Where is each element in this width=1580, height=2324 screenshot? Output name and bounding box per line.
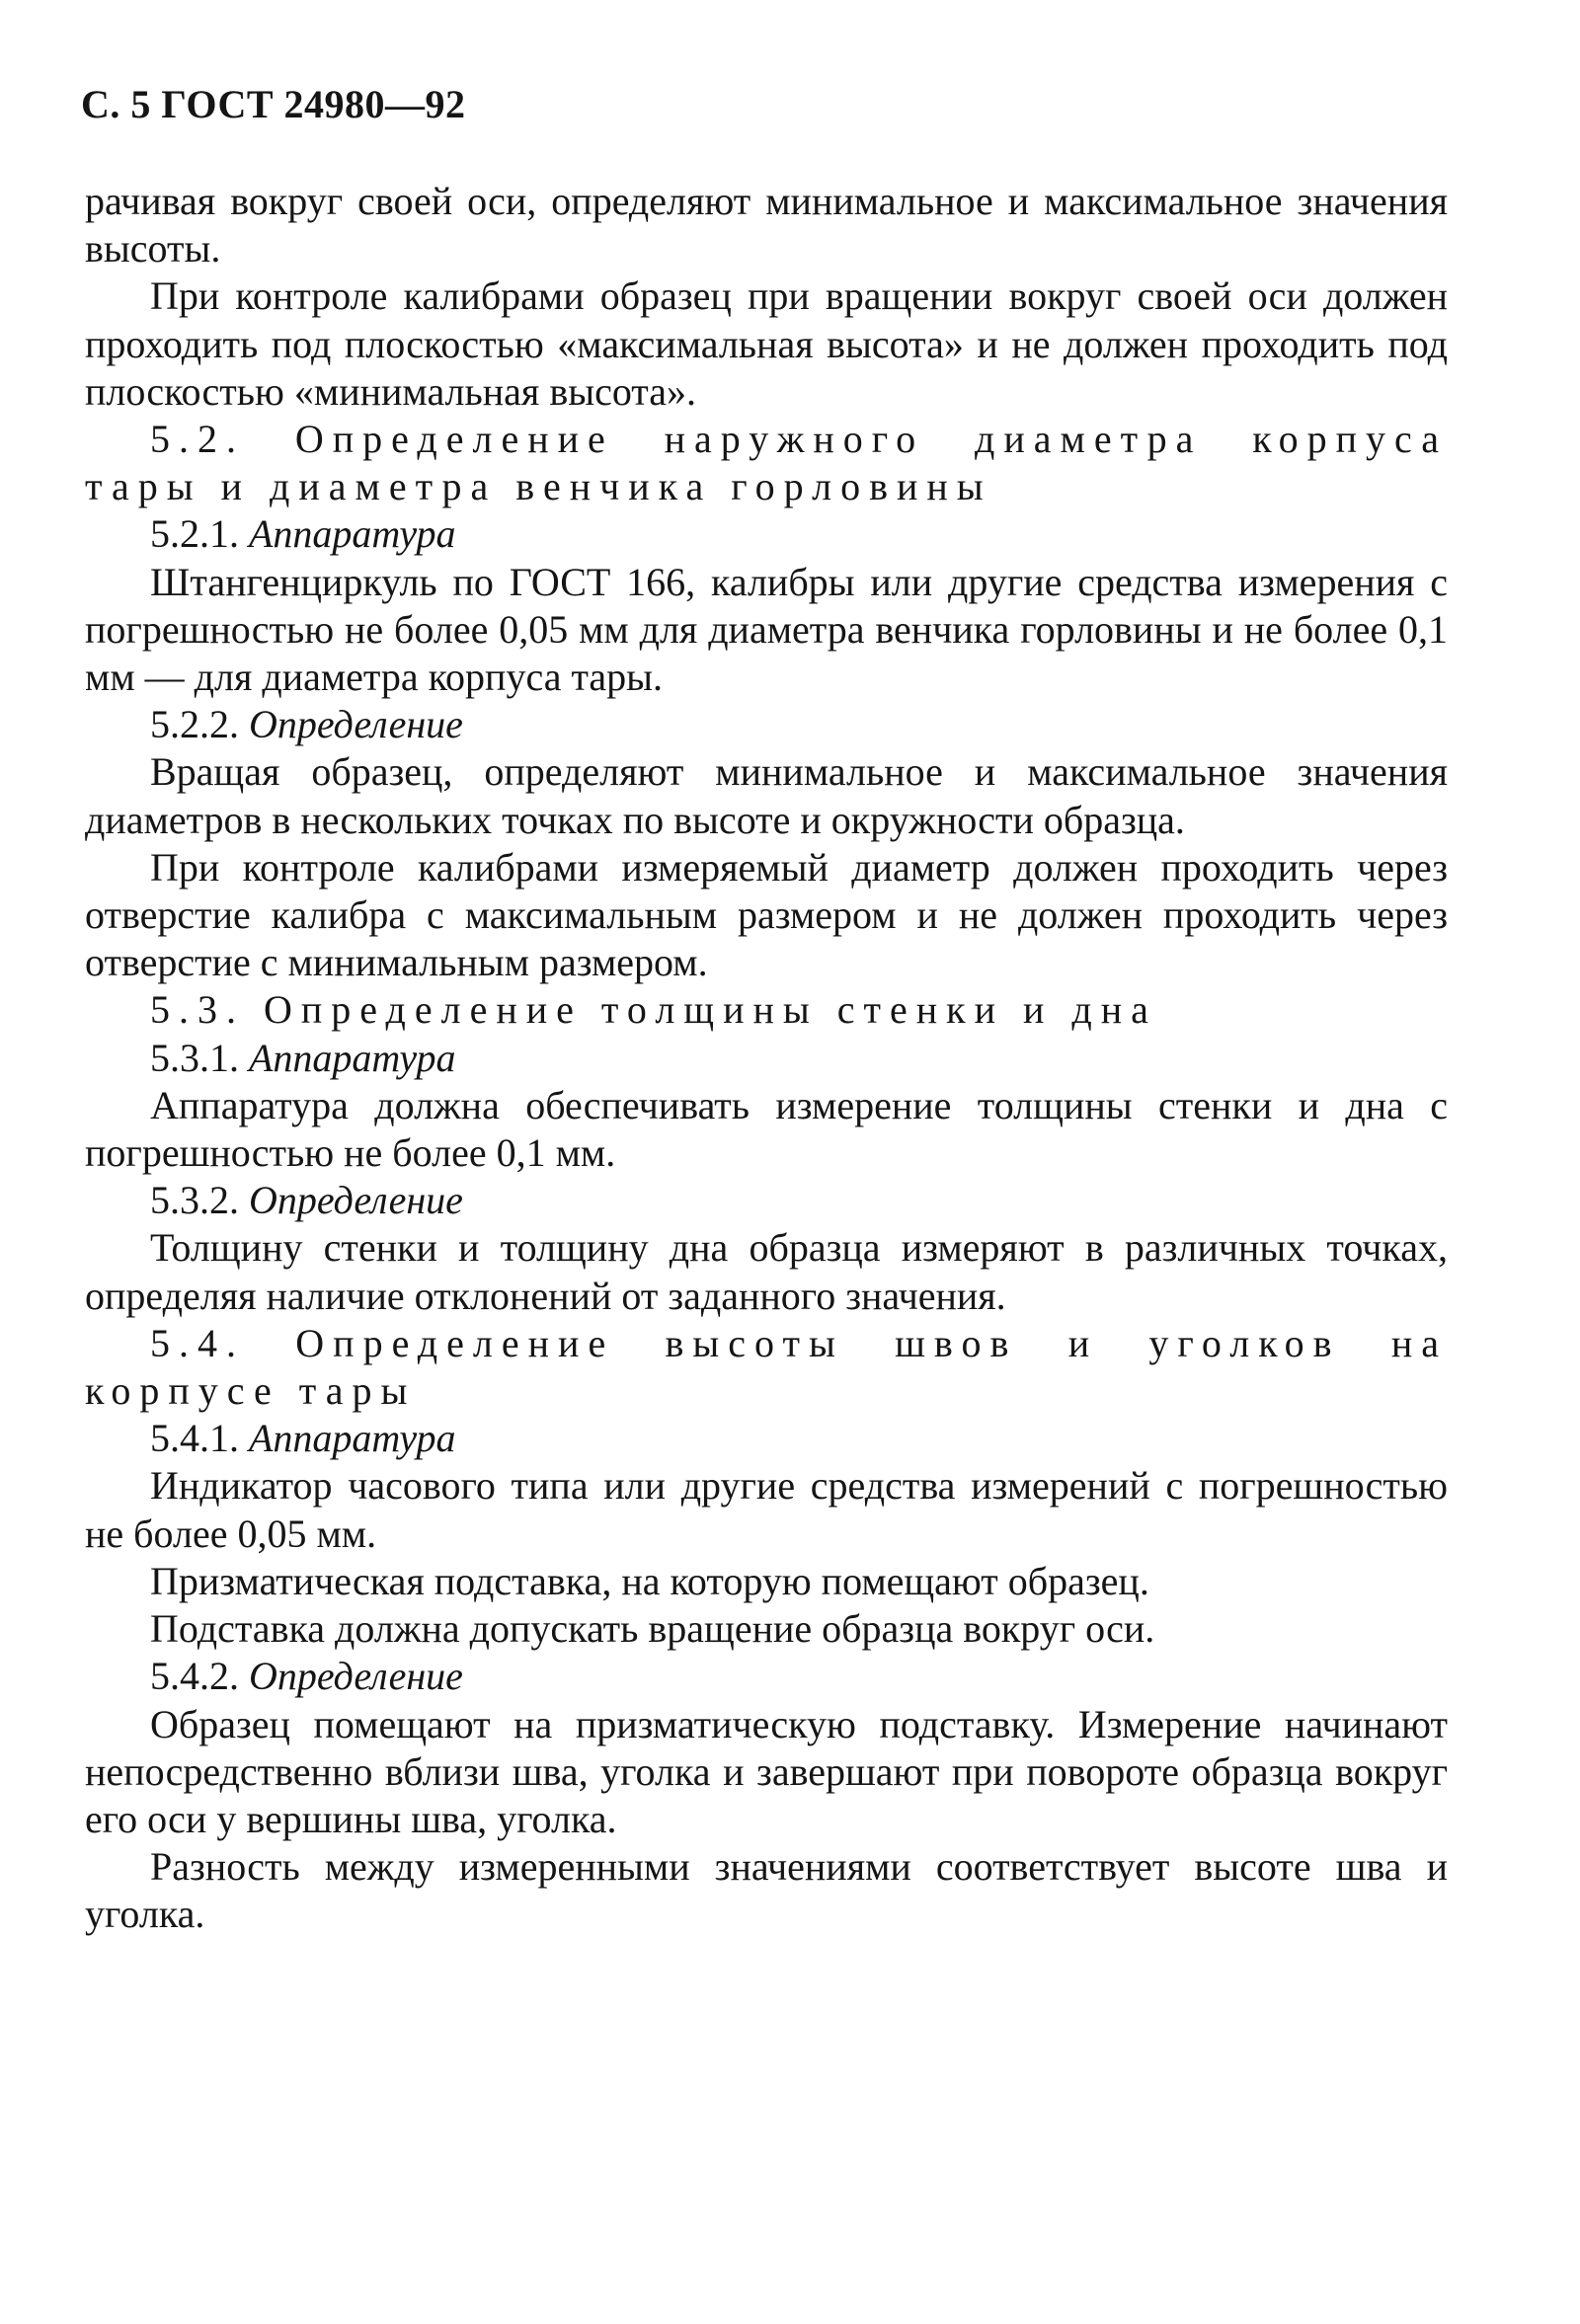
paragraph-caliper: Штангенциркуль по ГОСТ 166, калибры или другие средства измерения с погрешностью не более 0,05 мм для диаметра венчика горловины и не более 0,1 мм — для диаметра корпуса тары.	[85, 559, 1448, 700]
subsection-number: 5.4.1.	[150, 1416, 239, 1461]
paragraph-rotating-sample: Вращая образец, определяют минимальное и максимальное значения диаметров в нескольких точках по высоте и окружности образца.	[85, 749, 1448, 842]
paragraph-thickness-measure: Толщину стенки и толщину дна образца измеряют в различных точках, определяя наличие отклонений от заданного значения.	[85, 1225, 1448, 1318]
subsection-5-3-2	[85, 1177, 1448, 1224]
subsection-number: 5.3.1.	[150, 1035, 239, 1080]
subsection-5-4-2	[85, 1653, 1448, 1700]
subsection-number: 5.2.2.	[150, 702, 239, 747]
subsection-5-4-1	[85, 1415, 1448, 1462]
paragraph-continuation: рачивая вокруг своей оси, определяют минимальное и максимальное значения высоты.	[85, 179, 1448, 271]
paragraph-gauge-height: При контроле калибрами образец при вращении вокруг своей оси должен проходить под плоскостью «максимальная высота» и не должен проходить под плоскостью «минимальная высота».	[85, 273, 1448, 414]
section-heading-5-4: 5.4. Определение высоты швов и уголков на корпусе тары	[85, 1320, 1448, 1414]
subsection-title: Определение	[249, 1178, 463, 1223]
document-body	[85, 178, 1448, 1939]
paragraph-thickness-apparatus: Аппаратура должна обеспечивать измерение толщины стенки и дна с погрешностью не более 0,1 мм.	[85, 1082, 1448, 1176]
paragraph-prism-stand: Призматическая подставка, на которую помещают образец.	[150, 1558, 1149, 1603]
subsection-5-2-2	[85, 701, 1448, 748]
subsection-number: 5.4.2.	[150, 1654, 239, 1699]
subsection-title: Аппаратура	[249, 1035, 456, 1080]
paragraph-stand-rotation: Подставка должна допускать вращение образца вокруг оси.	[150, 1606, 1155, 1652]
running-head: С. 5 ГОСТ 24980—92	[81, 82, 466, 126]
section-heading-5-2: 5.2. Определение наружного диаметра корпуса тары и диаметра венчика горловины	[85, 417, 1448, 509]
subsection-title: Аппаратура	[249, 511, 456, 557]
paragraph-difference: Разность между измеренными значениями соответствует высоте шва и уголка.	[85, 1844, 1448, 1937]
paragraph-dial-indicator: Индикатор часового типа или другие средства измерений с погрешностью не более 0,05 мм.	[85, 1463, 1448, 1556]
subsection-title: Определение	[249, 1654, 463, 1699]
subsection-5-2-1	[85, 510, 1448, 558]
subsection-number: 5.2.1.	[150, 511, 239, 557]
section-heading-5-3: 5.3. Определение толщины стенки и дна	[150, 987, 1157, 1033]
paragraph-gauge-diameter: При контроле калибрами измеряемый диаметр должен проходить через отверстие калибра с максимальным размером и не должен проходить через отверстие с минимальным размером.	[85, 844, 1448, 985]
subsection-title: Определение	[249, 702, 463, 747]
subsection-number: 5.3.2.	[150, 1178, 239, 1223]
subsection-title: Аппаратура	[249, 1416, 456, 1461]
paragraph-seam-measure: Образец помещают на призматическую подставку. Измерение начинают непосредственно вблизи шва, уголка и завершают при повороте образца вокруг его оси у вершины шва, уголка.	[85, 1701, 1448, 1841]
subsection-5-3-1	[85, 1035, 1448, 1082]
